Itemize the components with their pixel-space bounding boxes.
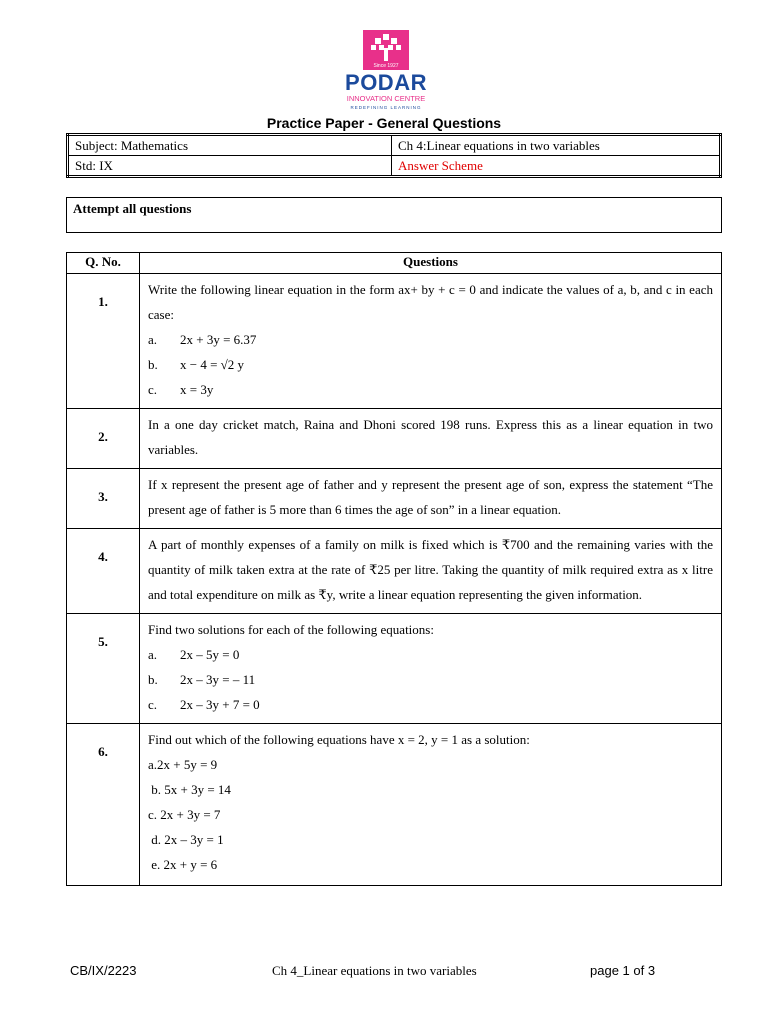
page-title: Practice Paper - General Questions (266, 115, 502, 131)
question-text (140, 724, 722, 886)
questions-header: Questions (140, 253, 722, 274)
table-row (67, 274, 722, 409)
option: b. 2x – 3y = – 11 (148, 672, 256, 687)
question-text (140, 469, 722, 529)
question-line: A part of monthly expenses of a family on milk is fixed which is ₹700 and the remaining varies with the quantity of milk taken extra at the rate of ₹25 per litre. Taking the quantity of milk required extra as x litre and total expenditure on milk as ₹y, write a linear equation representing the given information. (148, 537, 713, 602)
question-line: Find two solutions for each of the following equations: (148, 622, 434, 637)
logo-name: PODAR (345, 70, 427, 95)
qno-header: Q. No. (67, 253, 140, 274)
question-line: Find out which of the following equations have x = 2, y = 1 as a solution: (148, 732, 530, 747)
table-row (67, 529, 722, 614)
option: b. 5x + 3y = 14 (148, 782, 231, 797)
question-line: If x represent the present age of father and y represent the present age of son, express the statement “The present age of father is 5 more than 6 times the age of son” in a linear equation. (148, 477, 713, 517)
footer-page-number: page 1 of 3 (590, 963, 656, 978)
question-text (140, 274, 722, 409)
option: a. 2x – 5y = 0 (148, 647, 240, 662)
option: c. x = 3y (148, 382, 214, 397)
question-line: Write the following linear equation in the form ax+ by + c = 0 and indicate the values of a, b, and c in each case: (148, 282, 713, 322)
footer-code: CB/IX/2223 (70, 963, 137, 978)
table-header (67, 253, 722, 274)
option: a.2x + 5y = 9 (148, 757, 218, 772)
answer-scheme-cell: Answer Scheme (392, 156, 721, 177)
info-table (66, 133, 722, 178)
page-footer (0, 963, 768, 983)
table-row (67, 724, 722, 886)
question-number: 6. (67, 724, 140, 886)
subject-cell: Subject: Mathematics (68, 135, 392, 156)
questions-table (66, 252, 722, 886)
school-logo (336, 30, 436, 112)
question-number: 4. (67, 529, 140, 614)
table-row (67, 614, 722, 724)
table-row (67, 469, 722, 529)
question-text (140, 614, 722, 724)
chapter-cell: Ch 4:Linear equations in two variables (392, 135, 721, 156)
logo-tagline: REDEFINING LEARNING (350, 105, 422, 110)
option: c. 2x – 3y + 7 = 0 (148, 697, 260, 712)
tree-icon (363, 30, 409, 70)
option: b. x − 4 = √2 y (148, 357, 245, 372)
question-text (140, 409, 722, 469)
option: a. 2x + 3y = 6.37 (148, 332, 257, 347)
question-line: In a one day cricket match, Raina and Dhoni scored 198 runs. Express this as a linear equation in two variables. (148, 417, 713, 457)
footer-chapter: Ch 4_Linear equations in two variables (272, 963, 477, 978)
std-cell: Std: IX (68, 156, 392, 177)
option: e. 2x + y = 6 (148, 857, 218, 872)
question-text (140, 529, 722, 614)
option: d. 2x – 3y = 1 (148, 832, 224, 847)
question-number: 1. (67, 274, 140, 409)
question-number: 3. (67, 469, 140, 529)
question-number: 5. (67, 614, 140, 724)
option: c. 2x + 3y = 7 (148, 807, 221, 822)
question-number: 2. (67, 409, 140, 469)
instruction-text: Attempt all questions (73, 201, 192, 216)
table-row (67, 409, 722, 469)
instruction-box (66, 197, 722, 233)
logo-since: Since 1927 (373, 63, 399, 69)
logo-subtitle: INNOVATION CENTRE (346, 94, 426, 103)
